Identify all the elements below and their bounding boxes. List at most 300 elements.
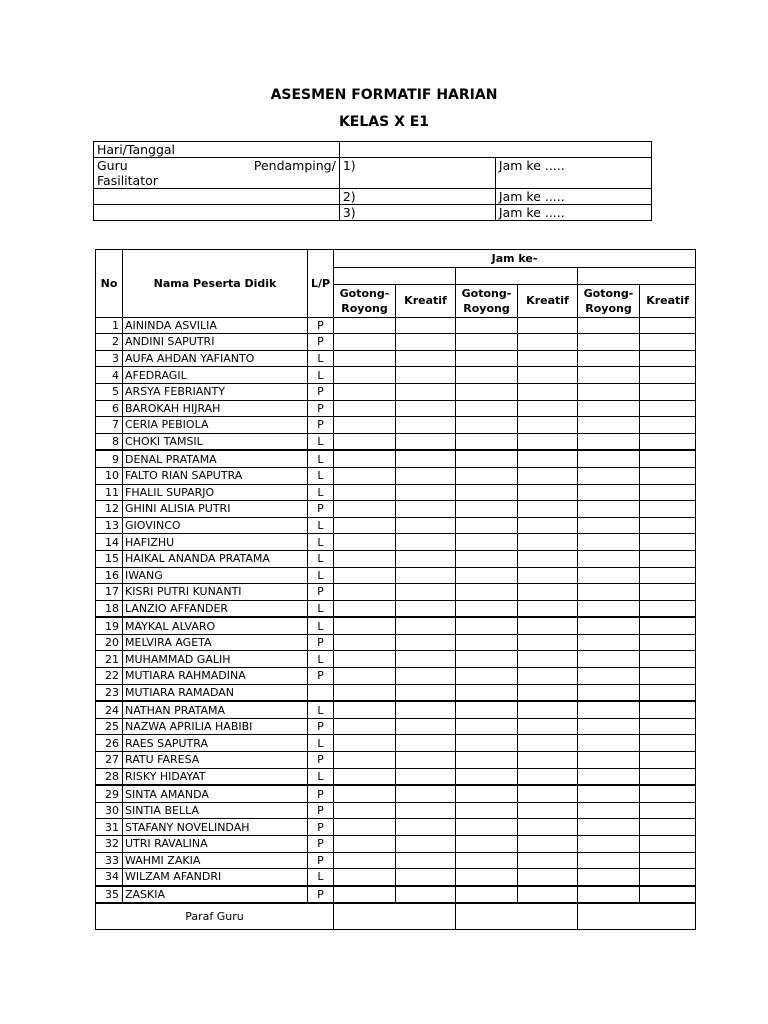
score-cell[interactable] (578, 785, 640, 802)
student-name: FALTO RIAN SAPUTRA (123, 467, 308, 484)
score-cell[interactable] (518, 450, 578, 467)
paraf-signature-cell[interactable] (334, 903, 456, 930)
score-cell[interactable] (334, 836, 396, 853)
score-cell[interactable] (396, 684, 456, 701)
student-number: 1 (96, 317, 123, 334)
score-cell[interactable] (578, 334, 640, 351)
score-cell[interactable] (640, 651, 696, 668)
score-cell[interactable] (640, 517, 696, 534)
score-cell[interactable] (518, 383, 578, 400)
score-cell[interactable] (518, 668, 578, 685)
score-cell[interactable] (640, 701, 696, 718)
score-cell[interactable] (334, 350, 396, 367)
score-cell[interactable] (518, 785, 578, 802)
score-cell[interactable] (640, 450, 696, 467)
score-cell[interactable] (396, 417, 456, 434)
guru-field-2[interactable]: 2) (339, 189, 495, 205)
score-cell[interactable] (334, 634, 396, 651)
student-row (96, 768, 696, 785)
student-name: DENAL PRATAMA (123, 450, 308, 467)
jam-2-slot[interactable] (456, 268, 578, 285)
student-gender: P (308, 836, 334, 853)
score-cell[interactable] (456, 785, 518, 802)
header-row-1 (96, 250, 696, 268)
student-gender: L (308, 617, 334, 634)
gotong-royong-header-1 (334, 284, 396, 317)
student-gender: P (308, 334, 334, 351)
col-jam-header: Jam ke- (334, 250, 696, 268)
student-gender: P (308, 417, 334, 434)
score-cell[interactable] (518, 350, 578, 367)
score-cell[interactable] (640, 852, 696, 869)
score-cell[interactable] (456, 367, 518, 384)
gotong-royong-header-3 (578, 284, 640, 317)
score-cell[interactable] (456, 752, 518, 769)
score-cell[interactable] (640, 634, 696, 651)
score-cell[interactable] (334, 433, 396, 450)
score-cell[interactable] (396, 701, 456, 718)
score-cell[interactable] (334, 383, 396, 400)
jam-1-slot[interactable] (334, 268, 456, 285)
student-row (96, 567, 696, 584)
score-cell[interactable] (518, 634, 578, 651)
student-name: WAHMI ZAKIA (123, 852, 308, 869)
score-cell[interactable] (396, 501, 456, 518)
score-cell[interactable] (640, 584, 696, 601)
score-cell[interactable] (334, 785, 396, 802)
score-cell[interactable] (578, 550, 640, 567)
score-cell[interactable] (640, 718, 696, 735)
score-cell[interactable] (578, 869, 640, 886)
score-cell[interactable] (334, 701, 396, 718)
score-cell[interactable] (456, 600, 518, 617)
score-cell[interactable] (578, 651, 640, 668)
score-cell[interactable] (396, 350, 456, 367)
score-cell[interactable] (396, 450, 456, 467)
score-cell[interactable] (456, 334, 518, 351)
score-cell[interactable] (396, 617, 456, 634)
score-cell[interactable] (640, 886, 696, 904)
score-cell[interactable] (456, 802, 518, 819)
score-cell[interactable] (578, 417, 640, 434)
student-number: 32 (96, 836, 123, 853)
score-cell[interactable] (334, 718, 396, 735)
score-cell[interactable] (396, 567, 456, 584)
paraf-signature-cell[interactable] (578, 903, 696, 930)
score-cell[interactable] (396, 317, 456, 334)
score-cell[interactable] (456, 684, 518, 701)
score-cell[interactable] (578, 400, 640, 417)
score-cell[interactable] (334, 317, 396, 334)
student-name: RISKY HIDAYAT (123, 768, 308, 785)
score-cell[interactable] (456, 400, 518, 417)
score-cell[interactable] (396, 752, 456, 769)
score-cell[interactable] (518, 433, 578, 450)
student-row (96, 383, 696, 400)
score-cell[interactable] (578, 718, 640, 735)
student-name: HAFIZHU (123, 534, 308, 551)
score-cell[interactable] (456, 886, 518, 904)
page-subtitle: KELAS X E1 (338, 114, 430, 130)
student-number: 17 (96, 584, 123, 601)
score-cell[interactable] (640, 567, 696, 584)
score-cell[interactable] (640, 400, 696, 417)
score-cell[interactable] (456, 383, 518, 400)
student-row (96, 752, 696, 769)
score-cell[interactable] (396, 819, 456, 836)
score-cell[interactable] (518, 852, 578, 869)
score-cell[interactable] (334, 550, 396, 567)
score-cell[interactable] (456, 433, 518, 450)
score-cell[interactable] (518, 400, 578, 417)
score-cell[interactable] (334, 684, 396, 701)
student-gender: L (308, 517, 334, 534)
score-cell[interactable] (334, 484, 396, 501)
score-cell[interactable] (640, 383, 696, 400)
score-cell[interactable] (456, 768, 518, 785)
score-cell[interactable] (578, 517, 640, 534)
score-cell[interactable] (640, 467, 696, 484)
score-cell[interactable] (396, 534, 456, 551)
student-number: 6 (96, 400, 123, 417)
student-name: GHINI ALISIA PUTRI (123, 501, 308, 518)
score-cell[interactable] (640, 367, 696, 384)
score-cell[interactable] (578, 484, 640, 501)
score-cell[interactable] (578, 450, 640, 467)
score-cell[interactable] (640, 819, 696, 836)
score-cell[interactable] (518, 567, 578, 584)
student-gender: L (308, 701, 334, 718)
score-cell[interactable] (578, 819, 640, 836)
student-gender (308, 684, 334, 701)
score-cell[interactable] (578, 735, 640, 752)
student-row (96, 819, 696, 836)
score-cell[interactable] (578, 634, 640, 651)
student-name: BAROKAH HIJRAH (123, 400, 308, 417)
student-number: 31 (96, 819, 123, 836)
score-cell[interactable] (518, 367, 578, 384)
score-cell[interactable] (334, 852, 396, 869)
guru-label (94, 158, 340, 189)
score-cell[interactable] (396, 869, 456, 886)
score-cell[interactable] (396, 433, 456, 450)
student-name: HAIKAL ANANDA PRATAMA (123, 550, 308, 567)
guru-label-line1: Guru Pendamping/ (97, 158, 336, 173)
score-cell[interactable] (456, 852, 518, 869)
score-cell[interactable] (396, 651, 456, 668)
student-gender: L (308, 550, 334, 567)
score-cell[interactable] (640, 317, 696, 334)
info-row-guru-1 (94, 158, 652, 189)
score-cell[interactable] (518, 768, 578, 785)
score-cell[interactable] (578, 584, 640, 601)
royong-text: Royong (341, 301, 388, 315)
royong-text: Royong (585, 301, 632, 315)
score-cell[interactable] (396, 334, 456, 351)
student-row (96, 852, 696, 869)
score-cell[interactable] (578, 383, 640, 400)
student-name: ARSYA FEBRIANTY (123, 383, 308, 400)
score-cell[interactable] (456, 517, 518, 534)
student-gender: P (308, 400, 334, 417)
score-cell[interactable] (518, 550, 578, 567)
score-cell[interactable] (578, 852, 640, 869)
paraf-row (96, 903, 696, 930)
score-cell[interactable] (518, 684, 578, 701)
score-cell[interactable] (396, 768, 456, 785)
score-cell[interactable] (578, 350, 640, 367)
score-cell[interactable] (456, 869, 518, 886)
score-cell[interactable] (578, 768, 640, 785)
score-cell[interactable] (456, 350, 518, 367)
score-cell[interactable] (396, 550, 456, 567)
student-row (96, 617, 696, 634)
score-cell[interactable] (518, 517, 578, 534)
student-number: 3 (96, 350, 123, 367)
student-gender: L (308, 600, 334, 617)
student-gender: P (308, 886, 334, 904)
score-cell[interactable] (334, 517, 396, 534)
student-name: CHOKI TAMSIL (123, 433, 308, 450)
score-cell[interactable] (396, 517, 456, 534)
score-cell[interactable] (456, 718, 518, 735)
score-cell[interactable] (334, 668, 396, 685)
student-gender: L (308, 433, 334, 450)
score-cell[interactable] (640, 785, 696, 802)
score-cell[interactable] (396, 668, 456, 685)
score-cell[interactable] (578, 467, 640, 484)
score-cell[interactable] (518, 484, 578, 501)
student-row (96, 367, 696, 384)
score-cell[interactable] (396, 367, 456, 384)
score-cell[interactable] (334, 467, 396, 484)
score-cell[interactable] (456, 668, 518, 685)
score-cell[interactable] (396, 467, 456, 484)
score-cell[interactable] (578, 752, 640, 769)
student-number: 25 (96, 718, 123, 735)
score-cell[interactable] (396, 836, 456, 853)
student-number: 34 (96, 869, 123, 886)
score-cell[interactable] (396, 718, 456, 735)
score-cell[interactable] (640, 836, 696, 853)
score-cell[interactable] (396, 400, 456, 417)
student-number: 12 (96, 501, 123, 518)
student-number: 11 (96, 484, 123, 501)
score-cell[interactable] (334, 735, 396, 752)
score-cell[interactable] (396, 584, 456, 601)
student-row (96, 668, 696, 685)
score-cell[interactable] (518, 836, 578, 853)
score-cell[interactable] (334, 534, 396, 551)
student-gender: L (308, 534, 334, 551)
score-cell[interactable] (456, 467, 518, 484)
score-cell[interactable] (578, 501, 640, 518)
score-cell[interactable] (640, 668, 696, 685)
score-cell[interactable] (396, 852, 456, 869)
score-cell[interactable] (334, 450, 396, 467)
score-cell[interactable] (578, 886, 640, 904)
guru-field-1[interactable]: 1) (339, 158, 495, 189)
student-number: 4 (96, 367, 123, 384)
score-cell[interactable] (456, 417, 518, 434)
score-cell[interactable] (640, 417, 696, 434)
student-name: KISRI PUTRI KUNANTI (123, 584, 308, 601)
score-cell[interactable] (578, 802, 640, 819)
score-cell[interactable] (640, 735, 696, 752)
score-cell[interactable] (578, 684, 640, 701)
score-cell[interactable] (518, 334, 578, 351)
score-cell[interactable] (640, 869, 696, 886)
score-cell[interactable] (578, 836, 640, 853)
score-cell[interactable] (334, 802, 396, 819)
student-row (96, 517, 696, 534)
score-cell[interactable] (334, 417, 396, 434)
score-cell[interactable] (456, 651, 518, 668)
score-cell[interactable] (518, 317, 578, 334)
score-cell[interactable] (334, 584, 396, 601)
score-cell[interactable] (456, 735, 518, 752)
score-cell[interactable] (396, 383, 456, 400)
score-cell[interactable] (456, 484, 518, 501)
score-cell[interactable] (518, 584, 578, 601)
score-cell[interactable] (640, 600, 696, 617)
score-cell[interactable] (578, 668, 640, 685)
score-cell[interactable] (334, 501, 396, 518)
jam-field-3[interactable]: Jam ke ..... (495, 205, 651, 221)
student-gender: L (308, 484, 334, 501)
student-row (96, 417, 696, 434)
student-gender: P (308, 752, 334, 769)
score-cell[interactable] (334, 567, 396, 584)
score-cell[interactable] (518, 467, 578, 484)
score-cell[interactable] (640, 550, 696, 567)
score-cell[interactable] (518, 651, 578, 668)
score-cell[interactable] (334, 768, 396, 785)
score-cell[interactable] (640, 768, 696, 785)
score-cell[interactable] (334, 334, 396, 351)
score-cell[interactable] (518, 501, 578, 518)
score-cell[interactable] (518, 752, 578, 769)
score-cell[interactable] (334, 819, 396, 836)
score-cell[interactable] (640, 617, 696, 634)
score-cell[interactable] (518, 718, 578, 735)
score-cell[interactable] (396, 484, 456, 501)
gotong-text: Gotong- (583, 286, 634, 300)
score-cell[interactable] (578, 317, 640, 334)
score-cell[interactable] (640, 433, 696, 450)
score-cell[interactable] (518, 819, 578, 836)
student-row (96, 684, 696, 701)
student-row (96, 701, 696, 718)
assessment-table (95, 249, 696, 930)
student-name: GIOVINCO (123, 517, 308, 534)
score-cell[interactable] (578, 433, 640, 450)
score-cell[interactable] (456, 634, 518, 651)
info-row-guru-3 (94, 205, 652, 221)
score-cell[interactable] (456, 701, 518, 718)
score-cell[interactable] (518, 701, 578, 718)
score-cell[interactable] (518, 735, 578, 752)
student-number: 23 (96, 684, 123, 701)
score-cell[interactable] (334, 651, 396, 668)
score-cell[interactable] (456, 501, 518, 518)
jam-field-1[interactable]: Jam ke ..... (495, 158, 651, 189)
score-cell[interactable] (640, 484, 696, 501)
student-gender: L (308, 735, 334, 752)
score-cell[interactable] (578, 534, 640, 551)
student-row (96, 836, 696, 853)
student-row (96, 869, 696, 886)
score-cell[interactable] (640, 334, 696, 351)
score-cell[interactable] (640, 802, 696, 819)
guru-label-empty-3 (94, 205, 340, 221)
score-cell[interactable] (518, 869, 578, 886)
score-cell[interactable] (334, 886, 396, 904)
student-name: MELVIRA AGETA (123, 634, 308, 651)
guru-field-3[interactable]: 3) (339, 205, 495, 221)
hari-field[interactable] (339, 142, 651, 158)
student-row (96, 600, 696, 617)
score-cell[interactable] (334, 752, 396, 769)
score-cell[interactable] (640, 501, 696, 518)
score-cell[interactable] (518, 886, 578, 904)
student-number: 13 (96, 517, 123, 534)
score-cell[interactable] (334, 869, 396, 886)
score-cell[interactable] (518, 600, 578, 617)
score-cell[interactable] (578, 567, 640, 584)
score-cell[interactable] (456, 450, 518, 467)
score-cell[interactable] (640, 350, 696, 367)
score-cell[interactable] (578, 367, 640, 384)
student-gender: L (308, 467, 334, 484)
score-cell[interactable] (640, 684, 696, 701)
score-cell[interactable] (396, 886, 456, 904)
score-cell[interactable] (456, 836, 518, 853)
col-no-header: No (96, 250, 123, 318)
score-cell[interactable] (456, 819, 518, 836)
score-cell[interactable] (578, 617, 640, 634)
score-cell[interactable] (456, 584, 518, 601)
student-row (96, 534, 696, 551)
score-cell[interactable] (640, 752, 696, 769)
score-cell[interactable] (456, 567, 518, 584)
score-cell[interactable] (578, 600, 640, 617)
score-cell[interactable] (578, 701, 640, 718)
score-cell[interactable] (396, 600, 456, 617)
score-cell[interactable] (456, 534, 518, 551)
score-cell[interactable] (518, 534, 578, 551)
score-cell[interactable] (396, 634, 456, 651)
score-cell[interactable] (334, 367, 396, 384)
student-name: AUFA AHDAN YAFIANTO (123, 350, 308, 367)
score-cell[interactable] (640, 534, 696, 551)
jam-field-2[interactable]: Jam ke ..... (495, 189, 651, 205)
score-cell[interactable] (518, 417, 578, 434)
score-cell[interactable] (456, 317, 518, 334)
score-cell[interactable] (456, 550, 518, 567)
score-cell[interactable] (334, 400, 396, 417)
score-cell[interactable] (456, 617, 518, 634)
score-cell[interactable] (334, 600, 396, 617)
jam-3-slot[interactable] (578, 268, 696, 285)
score-cell[interactable] (518, 802, 578, 819)
score-cell[interactable] (518, 617, 578, 634)
score-cell[interactable] (334, 617, 396, 634)
score-cell[interactable] (396, 785, 456, 802)
score-cell[interactable] (396, 735, 456, 752)
score-cell[interactable] (396, 802, 456, 819)
paraf-signature-cell[interactable] (456, 903, 578, 930)
